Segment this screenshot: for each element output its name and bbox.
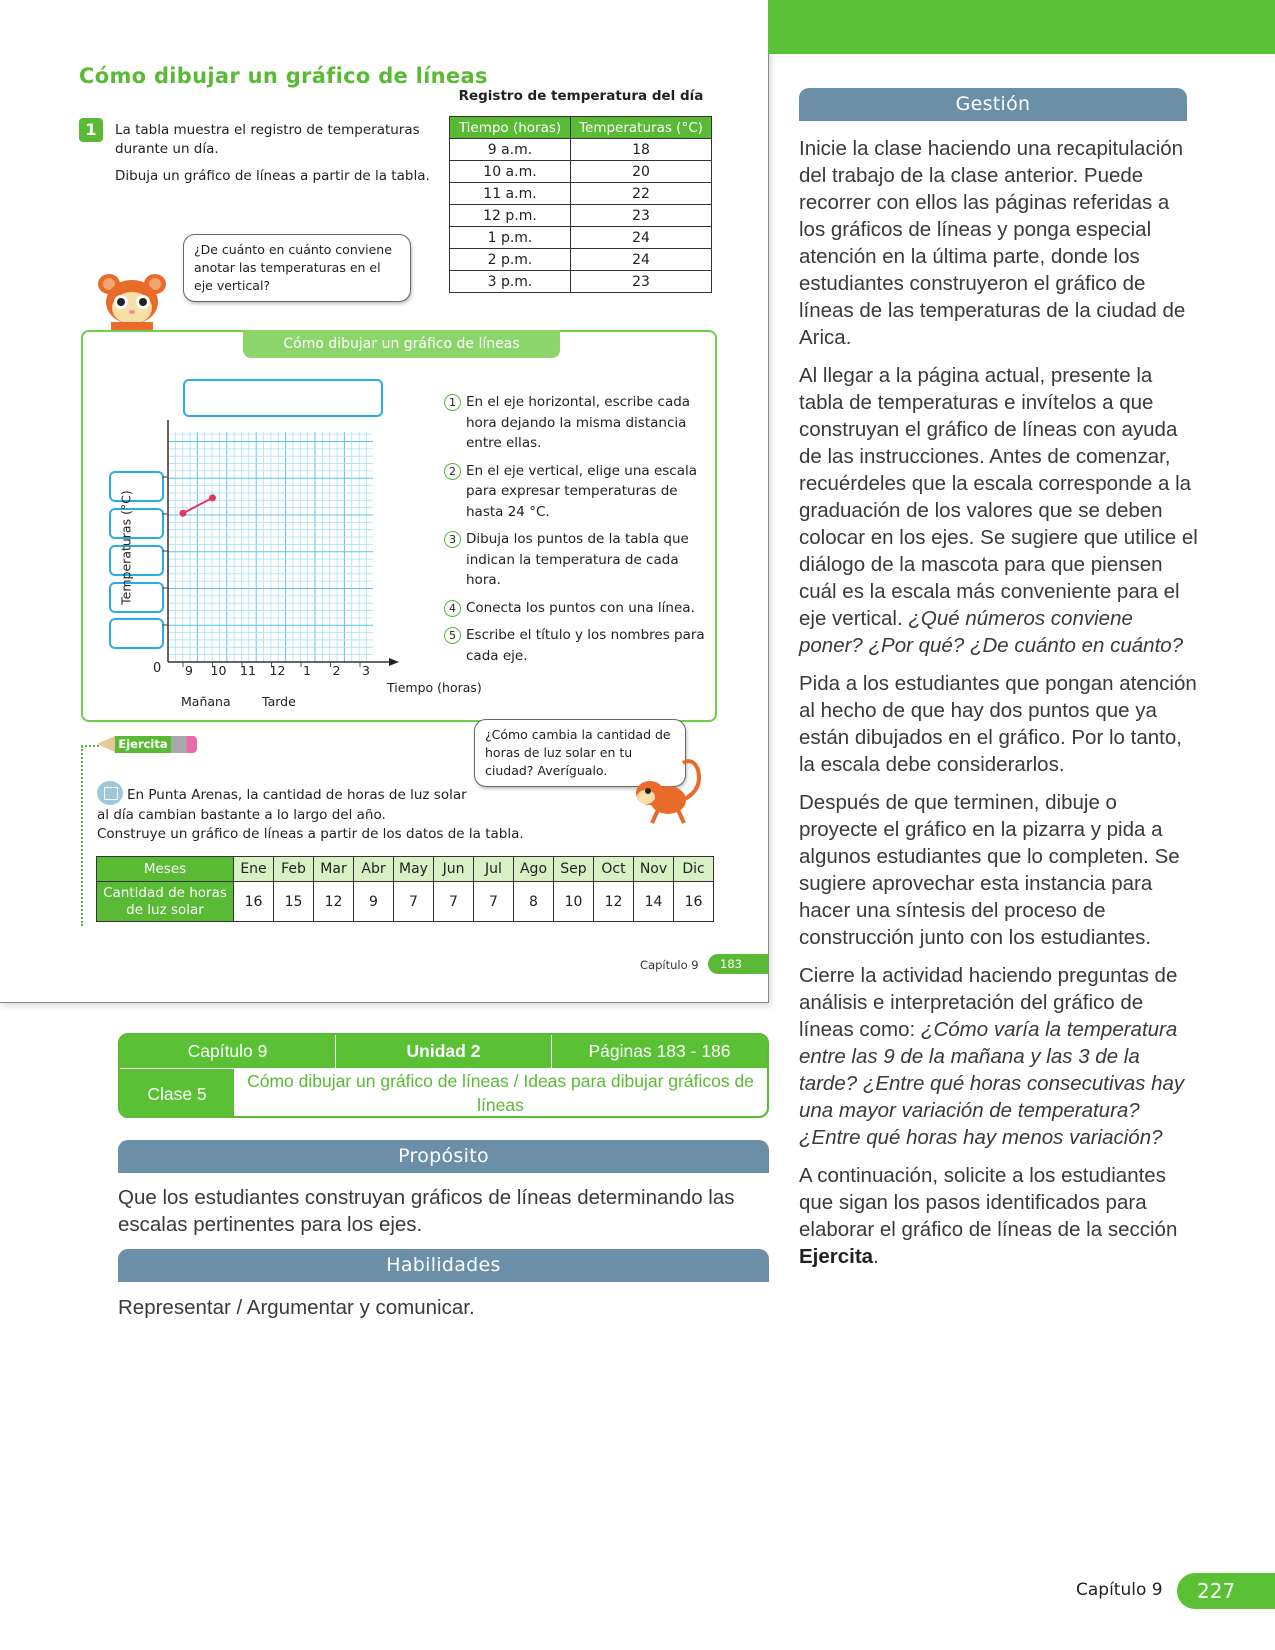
x-tick-label: 10 — [210, 663, 227, 678]
x-tick-label: 1 — [303, 663, 311, 678]
pencil-tip-icon — [97, 736, 115, 752]
habilidades-text: Representar / Argumentar y comunicar. — [118, 1296, 475, 1319]
month-cell: Abr — [354, 857, 394, 882]
month-cell: May — [394, 857, 434, 882]
mascot-speech-bubble: ¿Cómo cambia la cantidad de horas de luz solar en tu ciudad? Averígualo. — [474, 719, 686, 787]
temperature-cell: 23 — [571, 271, 712, 293]
month-cell: Ene — [234, 857, 274, 882]
table-row — [450, 183, 712, 205]
step-text: En el eje horizontal, escribe cada hora dejando la misma distancia entre ellas. — [466, 394, 691, 451]
dotted-guide — [81, 746, 83, 926]
howto-steps — [444, 392, 714, 673]
x-tick-label: 12 — [269, 663, 286, 678]
temperature-table — [449, 116, 712, 293]
hours-cell: 12 — [594, 882, 634, 922]
temperature-cell: 22 — [571, 183, 712, 205]
step-number: 5 — [444, 627, 461, 644]
temperature-table-title: Registro de temperatura del día — [458, 88, 704, 104]
step-text: Conecta los puntos con una línea. — [466, 599, 695, 616]
hours-cell: 8 — [514, 882, 554, 922]
hours-cell: 14 — [634, 882, 674, 922]
hours-cell: 16 — [674, 882, 714, 922]
text: . — [873, 1245, 879, 1268]
book-icon — [97, 781, 123, 805]
howto-step — [444, 625, 714, 666]
table-header: Temperaturas (°C) — [571, 117, 712, 139]
table-header: Tiempo (horas) — [450, 117, 571, 139]
page-number-badge: 227 — [1177, 1573, 1275, 1609]
month-cell: Ago — [514, 857, 554, 882]
gestion-paragraph: Pida a los estudiantes que pongan atención al hecho de que hay dos puntos que ya están dibujados en el gráfico. Por lo tanto, la escala debe considerarlos. — [799, 672, 1197, 776]
month-cell: Jul — [474, 857, 514, 882]
temperature-cell: 18 — [571, 139, 712, 161]
gestion-paragraph — [799, 1162, 1199, 1270]
lesson-info-table — [118, 1033, 769, 1118]
x-tick-label: 9 — [185, 663, 193, 678]
data-point — [180, 510, 187, 517]
month-cell: Nov — [634, 857, 674, 882]
time-cell: 12 p.m. — [450, 205, 571, 227]
page-footer-chapter: Capítulo 9 — [1076, 1580, 1163, 1600]
lesson-title: Cómo dibujar un gráfico de líneas — [79, 64, 488, 88]
gestion-paragraph: Inicie la clase haciendo una recapitulación del trabajo de la clase anterior. Puede recorrer con ellos las páginas referidas a los gráficos de líneas y ponga especial atención en la última parte, donde los estudiantes construyeron el gráfico de líneas de las temperaturas de la ciudad de Arica. — [799, 137, 1186, 349]
y-zero-label: 0 — [153, 661, 162, 676]
sunlight-hours-table — [96, 856, 714, 922]
data-point — [209, 494, 216, 501]
habilidades-header: Habilidades — [118, 1249, 769, 1282]
text: Cierre la actividad haciendo preguntas de análisis e interpretación del gráfico de líneas como: — [799, 964, 1178, 1041]
step-number: 1 — [444, 394, 461, 411]
y-axis-label: Temperaturas (°C) — [118, 490, 134, 605]
table-row — [450, 161, 712, 183]
gestion-paragraph — [799, 962, 1199, 1151]
section-reference: Ejercita — [799, 1245, 874, 1268]
table-header: Cantidad de horas de luz solar — [97, 882, 234, 922]
hours-cell: 16 — [234, 882, 274, 922]
gestion-text — [799, 135, 1199, 1281]
hours-cell: 9 — [354, 882, 394, 922]
info-unidad: Unidad 2 — [336, 1035, 552, 1068]
top-green-bar — [768, 0, 1275, 54]
temperature-cell: 20 — [571, 161, 712, 183]
text: A continuación, solicite a los estudiantes que sigan los pasos identificados para elaborar el gráfico de líneas de la sección — [799, 1164, 1178, 1241]
hours-cell: 10 — [554, 882, 594, 922]
month-cell: Dic — [674, 857, 714, 882]
table-row — [450, 249, 712, 271]
proposito-header: Propósito — [118, 1140, 769, 1173]
howto-step — [444, 392, 714, 454]
x-axis-arrow-icon — [389, 658, 399, 666]
exercise-number-badge: 1 — [79, 118, 103, 142]
step-number: 2 — [444, 463, 461, 480]
ejercita-label: Ejercita — [115, 736, 171, 753]
hours-cell: 7 — [434, 882, 474, 922]
proposito-text: Que los estudiantes construyan gráficos de líneas determinando las escalas pertinentes para los ejes. — [118, 1186, 735, 1236]
month-cell: Mar — [314, 857, 354, 882]
temperature-cell: 23 — [571, 205, 712, 227]
month-cell: Jun — [434, 857, 474, 882]
step-text: Dibuja los puntos de la tabla que indican la temperatura de cada hora. — [466, 531, 689, 588]
ejercita-line: al día cambian bastante a lo largo del año. — [97, 806, 386, 823]
intro-line: Dibuja un gráfico de líneas a partir de la tabla. — [115, 168, 430, 184]
info-capitulo: Capítulo 9 — [120, 1035, 336, 1068]
hours-cell: 7 — [394, 882, 434, 922]
x-tick-label: 2 — [332, 663, 341, 678]
student-footer-page: 183 — [708, 954, 769, 974]
pencil-eraser-icon — [171, 736, 197, 753]
student-footer-chapter: Capítulo 9 — [640, 958, 699, 972]
table-row — [450, 139, 712, 161]
x-group-label-afternoon: Tarde — [262, 694, 296, 709]
month-cell: Oct — [594, 857, 634, 882]
table-row — [450, 205, 712, 227]
table-header: Meses — [97, 857, 234, 882]
time-cell: 11 a.m. — [450, 183, 571, 205]
step-number: 3 — [444, 531, 461, 548]
step-text: En el eje vertical, elige una escala para expresar temperaturas de hasta 24 °C. — [466, 462, 698, 520]
monkey-mascot-icon — [628, 755, 708, 825]
table-row — [450, 227, 712, 249]
gestion-paragraph — [799, 362, 1199, 659]
gestion-header: Gestión — [799, 88, 1187, 121]
time-cell: 1 p.m. — [450, 227, 571, 249]
table-row — [450, 271, 712, 293]
month-cell: Feb — [274, 857, 314, 882]
x-axis-label: Tiempo (horas) — [387, 680, 482, 695]
howto-step — [444, 598, 714, 619]
ejercita-line: En Punta Arenas, la cantidad de horas de luz solar — [127, 787, 467, 803]
hours-cell: 7 — [474, 882, 514, 922]
tarsier-mascot-icon — [97, 268, 167, 334]
x-tick-label: 3 — [362, 663, 370, 678]
info-paginas: Páginas 183 - 186 — [588, 1041, 731, 1061]
temperature-cell: 24 — [571, 227, 712, 249]
howto-panel-title: Cómo dibujar un gráfico de líneas — [243, 330, 560, 358]
time-cell: 2 p.m. — [450, 249, 571, 271]
x-tick-label: 11 — [240, 663, 256, 678]
exercise-intro — [115, 121, 445, 194]
guiding-questions: ¿Qué números conviene poner? ¿Por qué? ¿De cuánto en cuánto? — [799, 607, 1184, 657]
line-chart — [150, 420, 400, 680]
month-cell: Sep — [554, 857, 594, 882]
temperature-cell: 24 — [571, 249, 712, 271]
x-group-label-morning: Mañana — [181, 694, 231, 709]
info-clase: Clase 5 — [120, 1068, 234, 1118]
intro-line: La tabla muestra el registro de temperaturas durante un día. — [115, 122, 420, 157]
hours-cell: 15 — [274, 882, 314, 922]
ejercita-line: Construye un gráfico de líneas a partir de los datos de la tabla. — [97, 826, 524, 842]
mascot-speech-bubble: ¿De cuánto en cuánto conviene anotar las temperaturas en el eje vertical? — [183, 234, 411, 302]
step-text: Escribe el título y los nombres para cada eje. — [466, 627, 705, 664]
info-descripcion: Cómo dibujar un gráfico de líneas / Ideas para dibujar gráficos de líneas — [247, 1071, 754, 1115]
chart-title-input-box[interactable] — [183, 379, 383, 417]
hours-cell: 12 — [314, 882, 354, 922]
time-cell: 3 p.m. — [450, 271, 571, 293]
gestion-paragraph: Después de que terminen, dibuje o proyecte el gráfico en la pizarra y pida a algunos estudiantes que lo completen. Se sugiere aprovechar esta instancia para hacer una síntesis del proceso de construcción junto con los estudiantes. — [799, 791, 1180, 949]
time-cell: 9 a.m. — [450, 139, 571, 161]
ejercita-text — [97, 781, 567, 845]
howto-step — [444, 529, 714, 591]
student-textbook-page — [0, 0, 769, 1003]
step-number: 4 — [444, 600, 461, 617]
time-cell: 10 a.m. — [450, 161, 571, 183]
howto-step — [444, 461, 714, 523]
text: Al llegar a la página actual, presente la tabla de temperaturas e invítelos a que construyan el gráfico de líneas con ayuda de las instrucciones. Antes de comenzar, recuérdeles que la escala corresponde a la graduación de los valores que se deben colocar en los ejes. Se sugiere que utilice el diálogo de la mascota para que piensen cuál es la escala más conveniente para el eje vertical. — [799, 364, 1198, 630]
guiding-questions: ¿Cómo varía la temperatura entre las 9 de la mañana y las 3 de la tarde? ¿Entre qué horas consecutivas hay una mayor variación de temperatura? ¿Entre qué horas hay menos variación? — [799, 1018, 1185, 1149]
